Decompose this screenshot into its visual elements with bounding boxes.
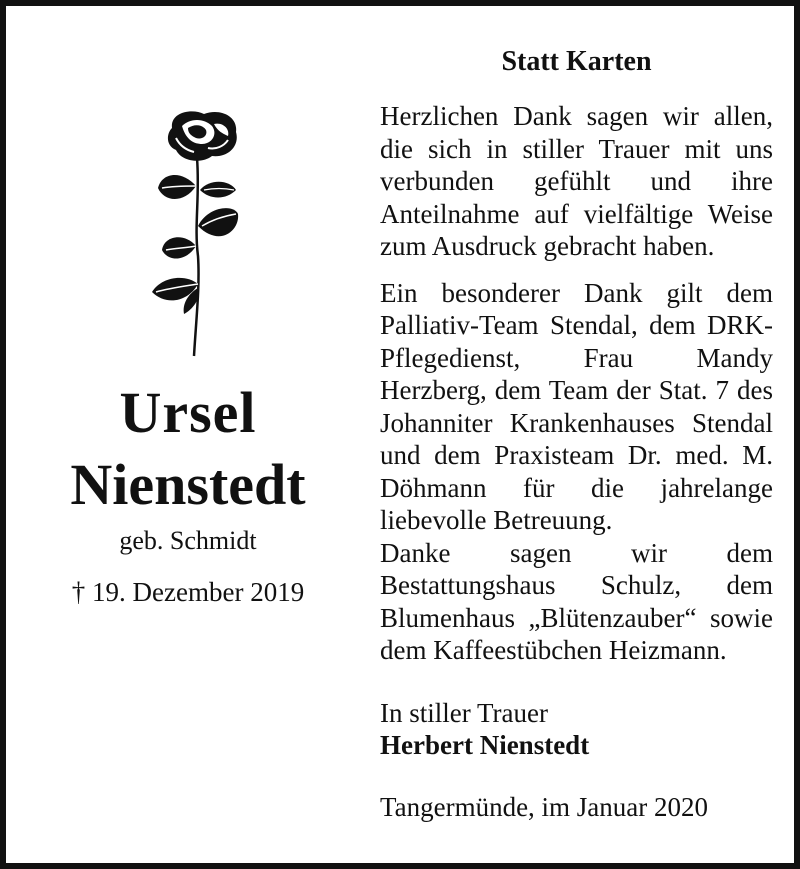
birth-name: geb. Schmidt: [119, 526, 257, 555]
death-date: † 19. Dezember 2019: [71, 577, 305, 607]
closing-block: [380, 697, 773, 761]
rose-icon: [142, 106, 252, 358]
deceased-first-name: Ursel: [119, 380, 257, 445]
thanks-paragraph-1: Herzlichen Dank sagen wir allen, die sich in stiller Trauer mit uns verbunden gefühlt und ihre Anteilnahme auf vielfältige Weise zum Ausdruck gebracht haben.: [380, 101, 773, 261]
message-column: [380, 46, 773, 823]
place-date: Tangermünde, im Januar 2020: [380, 791, 709, 822]
thanks-paragraph-3: Danke sagen wir dem Bestattungshaus Schulz, dem Blumenhaus „Blütenzauber“ sowie dem Kaffeestübchen Heizmann.: [380, 537, 773, 665]
thanks-paragraph-2: Ein besonderer Dank gilt dem Palliativ-Team Stendal, dem DRK-Pflegedienst, Frau Mandy Herzberg, dem Team der Stat. 7 des Johanniter Krankenhauses Stendal und dem Praxisteam Dr. med. M. Döhmann für die jahrelange liebevolle Betreuung.: [380, 277, 773, 535]
signer-name: Herbert Nienstedt: [380, 729, 590, 760]
heading-title: Statt Karten: [501, 46, 652, 77]
closing-line: In stiller Trauer: [380, 697, 548, 728]
deceased-column: [12, 6, 352, 863]
deceased-last-name: Nienstedt: [70, 452, 306, 517]
